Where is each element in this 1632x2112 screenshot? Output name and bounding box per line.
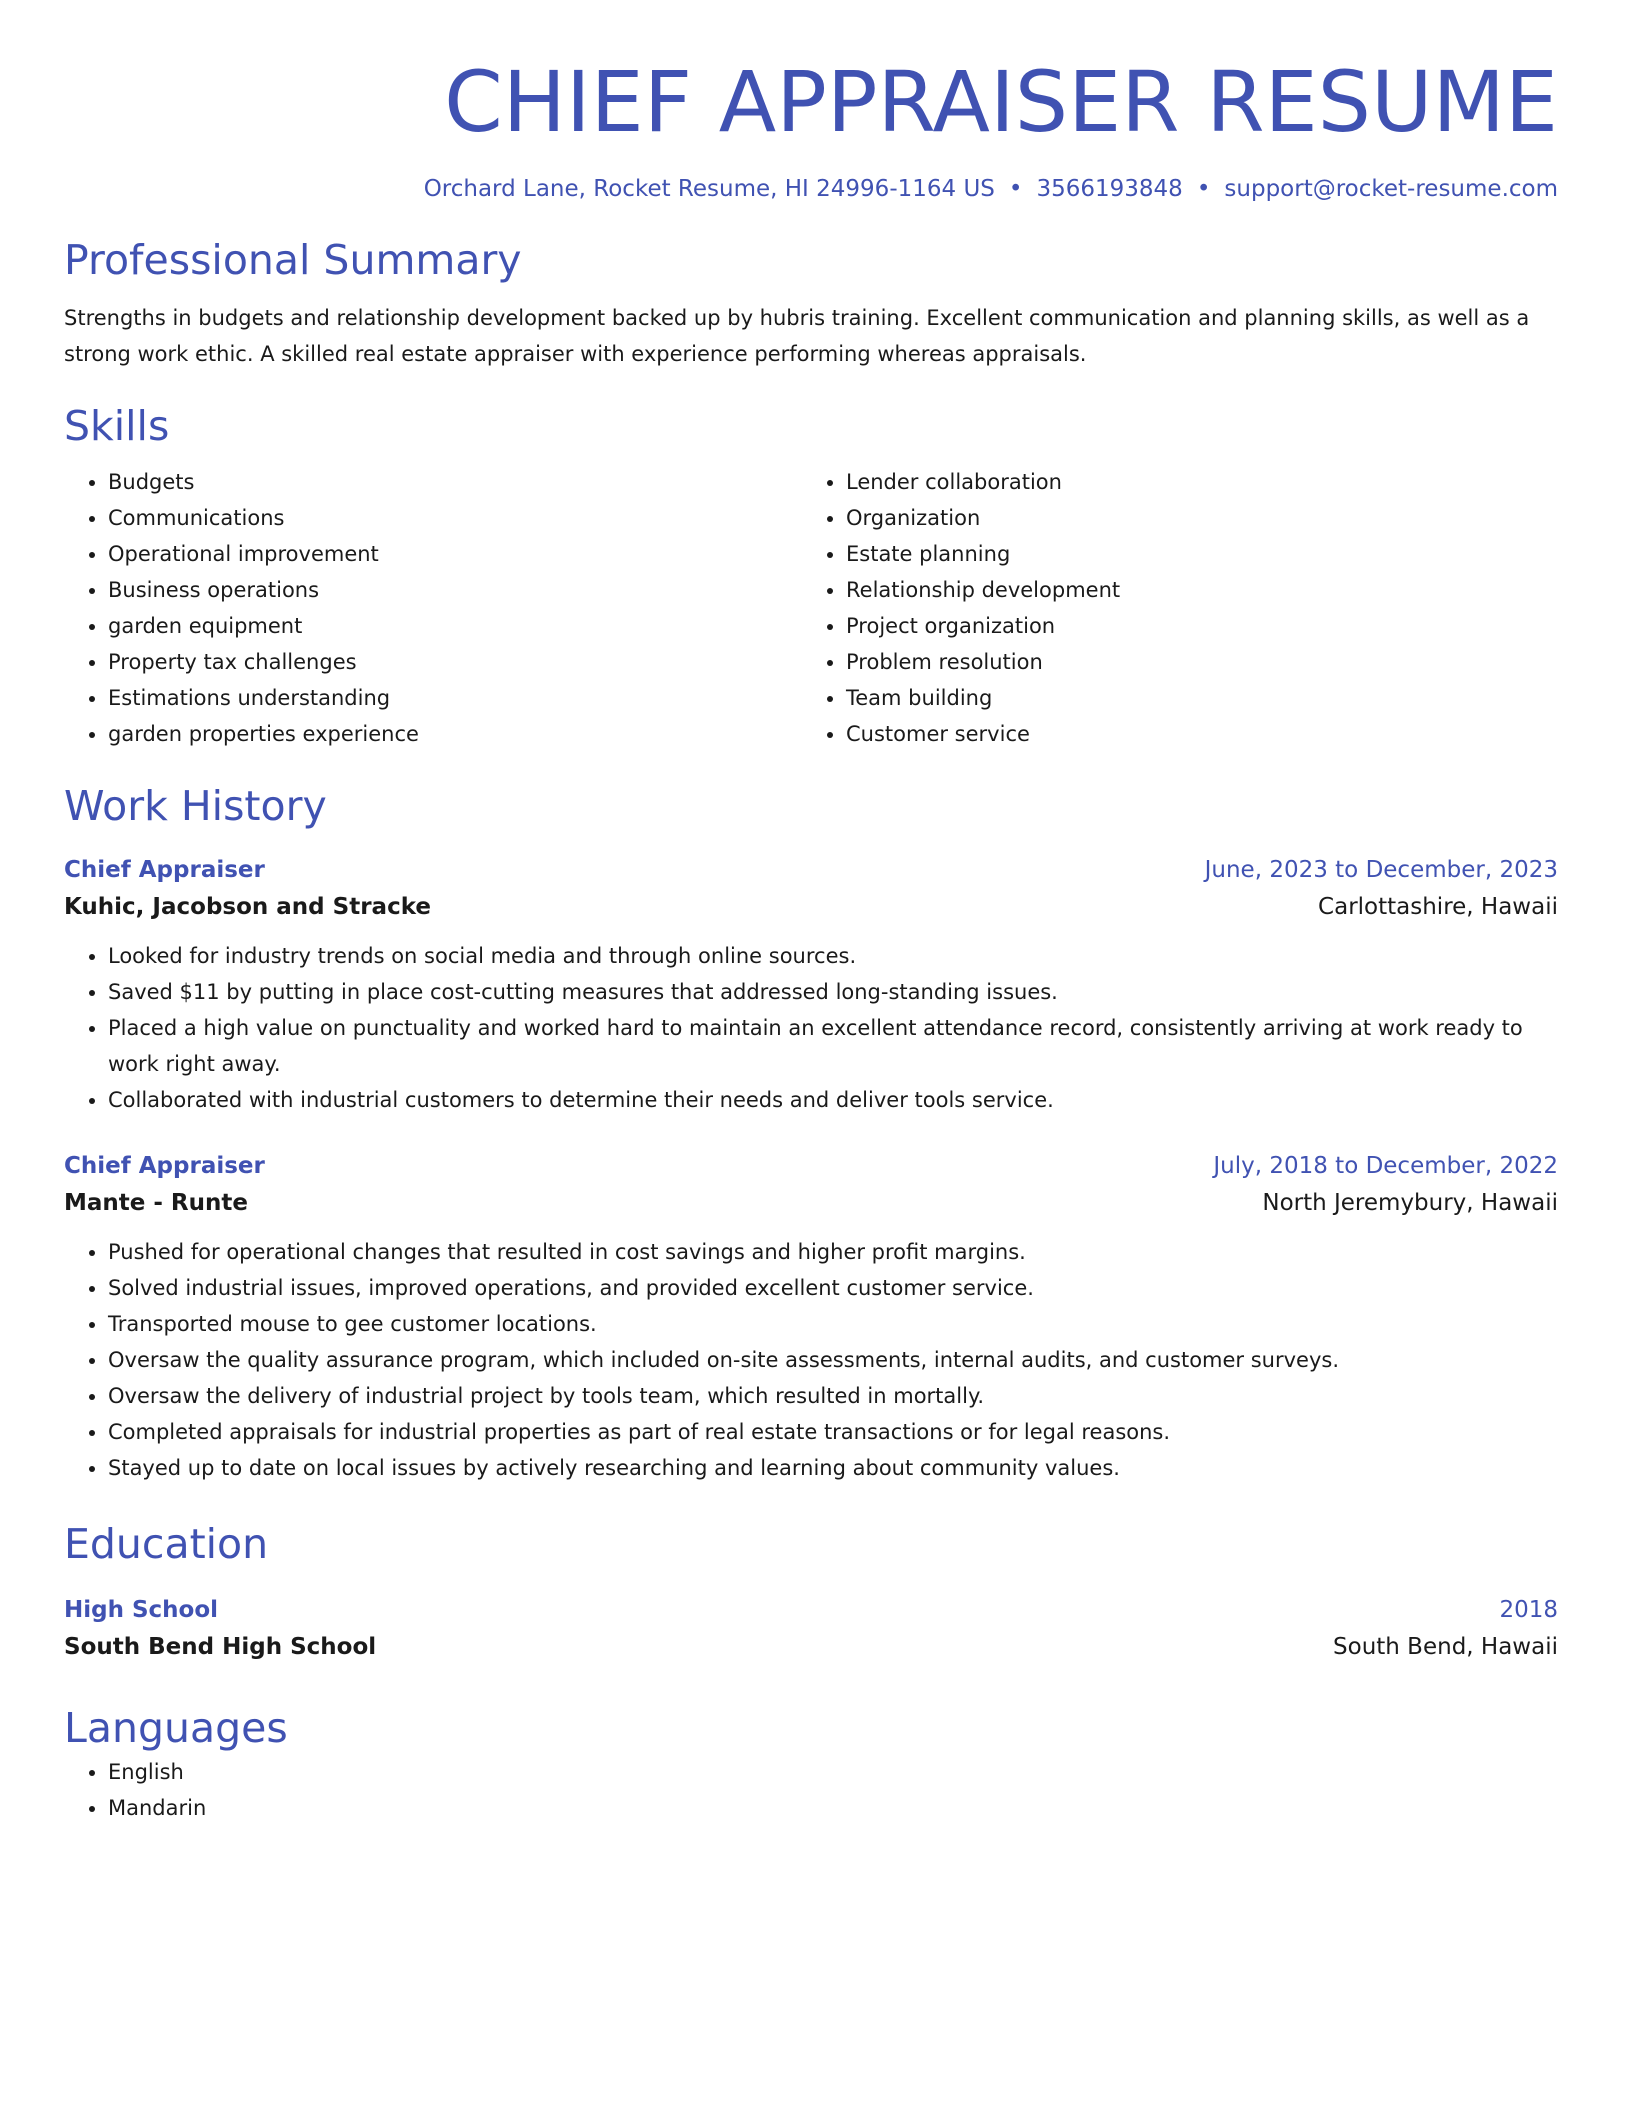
contact-separator: • [1008,176,1023,202]
summary-heading: Professional Summary [64,236,522,284]
job-entry [64,852,1558,1118]
resume-page [64,0,1558,1826]
skills-column-left [64,464,802,752]
skill-item: • garden properties experience [108,716,802,752]
skill-item: • Lender collaboration [846,464,1540,500]
education-year: 2018 [1499,1597,1558,1623]
contact-phone: 3566193848 [1036,176,1183,202]
education-heading: Education [64,1520,269,1568]
resume-header [64,0,1558,204]
job-role: Chief Appraiser [64,857,265,883]
skill-item: • Operational improvement [108,536,802,572]
job-bullets [64,1234,1558,1486]
job-bullet: • Pushed for operational changes that resulted in cost savings and higher profit margins. [108,1234,1558,1270]
job-bullet: • Saved $11 by putting in place cost-cutting measures that addressed long-standing issues. [108,974,1558,1010]
languages-heading: Languages [64,1704,288,1752]
job-location: Carlottashire, Hawaii [1318,894,1558,920]
job-title-row [64,852,1558,888]
job-company: Kuhic, Jacobson and Stracke [64,894,431,920]
job-bullet: • Transported mouse to gee customer locations. [108,1306,1558,1342]
education-entry [64,1592,1558,1666]
languages-list [64,1754,1558,1826]
job-role: Chief Appraiser [64,1153,265,1179]
job-bullet: • Placed a high value on punctuality and worked hard to maintain an excellent attendance record, consistently arriving at work ready to work right away. [108,1010,1558,1082]
skill-item: • Project organization [846,608,1540,644]
education-school: South Bend High School [64,1634,377,1660]
job-bullets [64,938,1558,1118]
education-location: South Bend, Hawaii [1333,1634,1558,1660]
work-history-heading: Work History [64,782,327,830]
job-bullet: • Solved industrial issues, improved operations, and provided excellent customer service. [108,1270,1558,1306]
education-school-row [64,1628,1558,1666]
job-bullet: • Oversaw the delivery of industrial project by tools team, which resulted in mortally. [108,1378,1558,1414]
skill-item: • Estate planning [846,536,1540,572]
education-degree-row [64,1592,1558,1628]
job-bullet: • Completed appraisals for industrial properties as part of real estate transactions or for legal reasons. [108,1414,1558,1450]
skill-item: • Problem resolution [846,644,1540,680]
resume-name: CHIEF APPRAISER RESUME [444,53,1558,151]
job-company: Mante - Runte [64,1190,248,1216]
job-bullet: • Collaborated with industrial customers to determine their needs and deliver tools service. [108,1082,1558,1118]
job-location: North Jeremybury, Hawaii [1262,1190,1558,1216]
contact-separator: • [1196,176,1211,202]
skill-item: • garden equipment [108,608,802,644]
contact-email: support@rocket-resume.com [1224,176,1558,202]
skills-column-right [802,464,1540,752]
skill-item: • Business operations [108,572,802,608]
job-dates: July, 2018 to December, 2022 [1213,1153,1558,1179]
summary-text: Strengths in budgets and relationship development backed up by hubris training. Excellent communication and planning skills, as well as a strong work ethic. A skilled real estate appraiser with experience performing whereas appraisals. [64,306,1530,366]
language-item: • English [108,1754,1558,1790]
skill-item: • Team building [846,680,1540,716]
skill-item: • Budgets [108,464,802,500]
contact-line [64,174,1558,204]
skills-list [64,464,1558,752]
skill-item: • Organization [846,500,1540,536]
job-bullet: • Looked for industry trends on social media and through online sources. [108,938,1558,974]
job-bullet: • Oversaw the quality assurance program, which included on-site assessments, internal audits, and customer surveys. [108,1342,1558,1378]
job-dates: June, 2023 to December, 2023 [1204,857,1558,883]
education-degree: High School [64,1597,219,1623]
job-title-row [64,1148,1558,1184]
skill-item: • Property tax challenges [108,644,802,680]
skill-item: • Communications [108,500,802,536]
skill-item: • Relationship development [846,572,1540,608]
skill-item: • Estimations understanding [108,680,802,716]
job-company-row [64,888,1558,926]
job-entry [64,1148,1558,1486]
language-item: • Mandarin [108,1790,1558,1826]
skills-heading: Skills [64,402,170,450]
skill-item: • Customer service [846,716,1540,752]
job-company-row [64,1184,1558,1222]
contact-address: Orchard Lane, Rocket Resume, HI 24996-1164 US [423,176,995,202]
job-bullet: • Stayed up to date on local issues by actively researching and learning about community values. [108,1450,1558,1486]
